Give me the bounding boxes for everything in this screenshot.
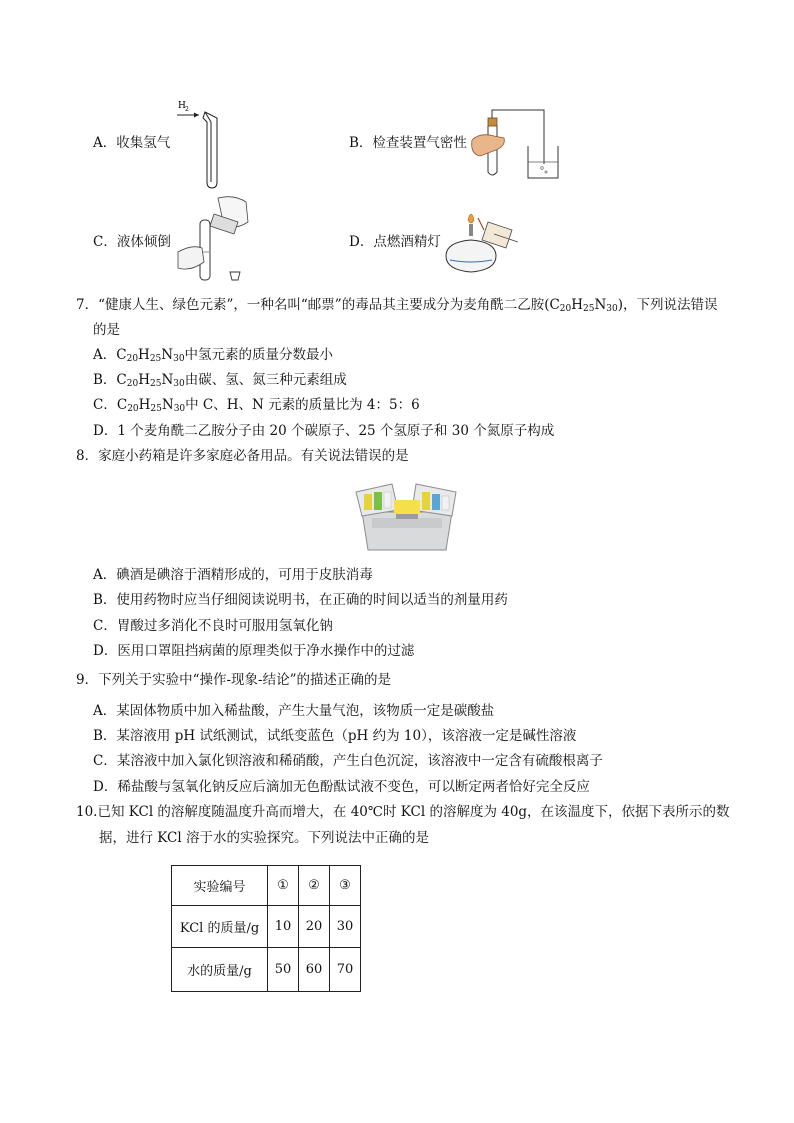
- q6-option-b: B．检查装置气密性: [349, 135, 467, 151]
- q7-stem: [76, 296, 718, 314]
- q7-a-n: N: [161, 347, 174, 363]
- test-tube-icon: [175, 98, 225, 190]
- q6-option-d: D．点燃酒精灯: [349, 234, 441, 250]
- q8-option-a: A．碘酒是碘溶于酒精形成的，可用于皮肤消毒: [93, 567, 373, 583]
- q10-stem-line2: 据，进行 KCl 溶于水的实验探究。下列说法中正确的是: [99, 830, 429, 846]
- q7-option-c: [93, 396, 420, 414]
- table-header-cell: ①: [268, 866, 299, 906]
- table-header-cell: ③: [330, 866, 361, 906]
- table-row: [172, 906, 361, 948]
- q7-stem-sub-n: 30: [606, 304, 618, 314]
- q7-b-sub-h: 25: [150, 379, 162, 389]
- hand-tube-beaker-icon: [466, 106, 570, 182]
- q7-a-text: 中氢元素的质量分数最小: [184, 347, 334, 363]
- q10-stem: 10.已知 KCl 的溶解度随温度升高而增大，在 40℃时 KCl 的溶解度为 40g，在该温度下，依据下表所示的数: [76, 804, 730, 820]
- q7-c-n: N: [161, 397, 174, 413]
- alcohol-lamp-icon: [438, 204, 522, 280]
- q7-b-n: N: [161, 372, 174, 388]
- airtightness-figure: [466, 106, 570, 182]
- q9-option-b: B．某溶液用 pH 试纸测试，试纸变蓝色（pH 约为 10），该溶液一定是碱性溶液: [93, 728, 577, 744]
- table-cell: 10: [268, 906, 299, 948]
- q7-b-c: C: [116, 372, 127, 388]
- h2-label: H: [178, 101, 186, 111]
- q7-a-sub-c: 20: [126, 354, 139, 364]
- q6-option-c: C．液体倾倒: [93, 234, 171, 250]
- q7-c-sub-c: 20: [127, 404, 139, 414]
- q7-c-text: 中 C、H、N 元素的质量比为 4：5：6: [185, 397, 420, 413]
- q7-c-c: C: [116, 397, 128, 413]
- q7-a-c: C: [116, 347, 127, 363]
- table-row: [172, 948, 361, 992]
- q7-b-prefix: B．: [93, 372, 117, 388]
- q8-option-c: C．胃酸过多消化不良时可服用氢氧化钠: [93, 618, 333, 634]
- q7-stem-sub-c: 20: [559, 304, 572, 314]
- table-header-row: [172, 866, 361, 906]
- q7-a-sub-h: 25: [149, 354, 162, 364]
- q7-c-prefix: C．: [93, 397, 117, 413]
- table-header-cell: ②: [299, 866, 330, 906]
- q7-b-sub-c: 20: [126, 379, 139, 389]
- q8-option-d: D．医用口罩阻挡病菌的原理类似于净水操作中的过滤: [93, 643, 415, 659]
- q7-a-sub-n: 30: [173, 354, 185, 364]
- table-cell: 60: [299, 948, 330, 992]
- table-cell: KCl 的质量/g: [172, 906, 268, 948]
- q7-stem-n: N: [594, 297, 607, 313]
- q7-stem-sub-h: 25: [583, 304, 595, 314]
- q9-stem: 9．下列关于实验中“操作-现象-结论”的描述正确的是: [76, 672, 392, 688]
- q7-stem-suffix: )，下列说法错误: [617, 297, 718, 313]
- h2-collection-figure: [175, 98, 225, 190]
- table-cell: 50: [268, 948, 299, 992]
- q7-c-sub-h: 25: [150, 404, 162, 414]
- q8-option-b: B．使用药物时应当仔细阅读说明书，在正确的时间以适当的剂量用药: [93, 592, 508, 608]
- q7-option-a: [93, 346, 333, 364]
- pouring-icon: [174, 192, 258, 288]
- q7-c-sub-n: 30: [173, 404, 186, 414]
- q7-stem-h: H: [571, 297, 584, 313]
- q7-option-b: [93, 371, 347, 389]
- q7-stem-line2: 的是: [93, 322, 120, 338]
- medicine-box-icon: [352, 470, 462, 558]
- medicine-box-figure: [352, 470, 462, 558]
- q9-option-c: C．某溶液中加入氯化钡溶液和稀硝酸，产生白色沉淀，该溶液中一定含有硫酸根离子: [93, 753, 603, 769]
- q7-c-h: H: [138, 397, 151, 413]
- q7-stem-prefix: 7．“健康人生、绿色元素”，一种名叫“邮票”的毒品其主要成分为麦角酰二乙胺(C: [76, 297, 560, 313]
- q6-option-a: A．收集氢气: [93, 135, 171, 151]
- h2-subscript: 2: [185, 106, 189, 113]
- q7-a-h: H: [138, 347, 150, 363]
- table-cell: 70: [330, 948, 361, 992]
- q7-b-text: 由碳、氢、氮三种元素组成: [184, 372, 347, 388]
- q7-b-h: H: [138, 372, 150, 388]
- alcohol-lamp-figure: [438, 204, 522, 280]
- table-cell: 20: [299, 906, 330, 948]
- q7-b-sub-n: 30: [173, 379, 185, 389]
- table-cell: 30: [330, 906, 361, 948]
- table-cell: 水的质量/g: [172, 948, 268, 992]
- q8-stem: 8．家庭小药箱是许多家庭必备用品。有关说法错误的是: [76, 448, 409, 464]
- q9-option-d: D．稀盐酸与氢氧化钠反应后滴加无色酚酞试液不变色，可以断定两者恰好完全反应: [93, 779, 590, 795]
- q7-option-d: D．1 个麦角酰二乙胺分子由 20 个碳原子、25 个氢原子和 30 个氮原子构成: [93, 423, 555, 439]
- q9-option-a: A．某固体物质中加入稀盐酸，产生大量气泡，该物质一定是碳酸盐: [93, 703, 495, 719]
- table-header-cell: 实验编号: [172, 866, 268, 906]
- q7-a-prefix: A．: [93, 347, 117, 363]
- liquid-pouring-figure: [174, 192, 258, 288]
- kcl-experiment-table: [171, 865, 361, 992]
